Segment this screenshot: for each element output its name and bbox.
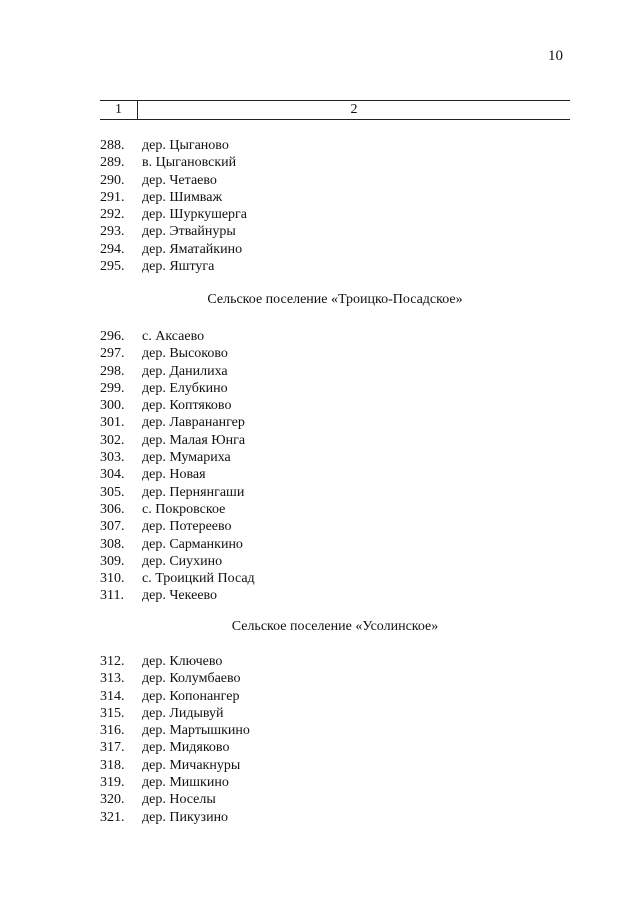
list-item: [100, 739, 570, 756]
settlement-name: дер. Мумариха: [142, 450, 231, 466]
item-number: 320.: [100, 792, 125, 808]
list-item: [100, 345, 570, 362]
settlement-list-3: [100, 653, 570, 826]
settlement-name: дер. Сарманкино: [142, 536, 243, 552]
table-column-header: [100, 100, 570, 120]
item-number: 298.: [100, 363, 125, 379]
settlement-name: дер. Пикузино: [142, 809, 229, 825]
list-item: [100, 484, 570, 501]
list-item: [100, 688, 570, 705]
item-number: 300.: [100, 398, 125, 414]
settlement-name: дер. Мишкино: [142, 775, 229, 791]
list-item: [100, 154, 570, 171]
list-item: [100, 258, 570, 275]
settlement-name: дер. Новая: [142, 467, 206, 483]
settlement-name: дер. Данилиха: [142, 363, 228, 379]
list-item: [100, 518, 570, 535]
list-item: [100, 536, 570, 553]
list-item: [100, 570, 570, 587]
settlement-name: дер. Яштуга: [142, 259, 215, 275]
list-item: [100, 774, 570, 791]
settlement-name: с. Аксаево: [142, 329, 205, 344]
item-number: 291.: [100, 189, 125, 205]
list-item: [100, 414, 570, 431]
item-number: 313.: [100, 671, 125, 687]
settlement-name: дер. Лидывуй: [142, 705, 224, 721]
item-number: 310.: [100, 571, 125, 587]
item-number: 306.: [100, 501, 125, 517]
list-item: [100, 328, 570, 345]
item-number: 316.: [100, 723, 125, 739]
list-item: [100, 791, 570, 808]
list-item: [100, 223, 570, 240]
item-number: 292.: [100, 207, 125, 223]
settlement-name: дер. Мартышкино: [142, 723, 250, 739]
item-number: 288.: [100, 138, 125, 153]
list-item: [100, 722, 570, 739]
settlement-name: дер. Копонангер: [142, 688, 240, 704]
item-number: 318.: [100, 757, 125, 773]
item-number: 301.: [100, 415, 125, 431]
settlement-name: дер. Чекеево: [142, 588, 218, 604]
item-number: 312.: [100, 654, 125, 669]
list-item: [100, 449, 570, 466]
settlement-name: дер. Елубкино: [142, 380, 228, 396]
item-number: 314.: [100, 688, 125, 704]
item-number: 295.: [100, 259, 125, 275]
item-number: 304.: [100, 467, 125, 483]
settlement-name: дер. Этвайнуры: [142, 224, 236, 240]
settlement-name: дер. Лавранангер: [142, 415, 245, 431]
item-number: 321.: [100, 809, 125, 825]
settlement-name: дер. Малая Юнга: [142, 432, 246, 448]
list-item: [100, 705, 570, 722]
settlement-name: дер. Четаево: [142, 172, 217, 188]
list-item: [100, 501, 570, 518]
item-number: 290.: [100, 172, 125, 188]
settlement-name: дер. Высоково: [142, 346, 228, 362]
settlement-name: дер. Мичакнуры: [142, 757, 241, 773]
list-item: [100, 189, 570, 206]
settlement-name: дер. Мидяково: [142, 740, 230, 756]
list-item: [100, 363, 570, 380]
item-number: 302.: [100, 432, 125, 448]
item-number: 296.: [100, 329, 125, 344]
item-number: 303.: [100, 450, 125, 466]
list-item: [100, 757, 570, 774]
list-item: [100, 809, 570, 826]
settlement-name: дер. Цыганово: [142, 138, 229, 153]
list-item: [100, 380, 570, 397]
list-item: [100, 206, 570, 223]
item-number: 299.: [100, 380, 125, 396]
list-item: [100, 397, 570, 414]
section-title-troitsko-posadskoe: Сельское поселение «Троицко-Посадское»: [207, 292, 463, 307]
settlement-name: дер. Шуркушерга: [142, 207, 248, 223]
list-item: [100, 172, 570, 189]
section-title-usolinskoe: Сельское поселение «Усолинское»: [231, 619, 439, 634]
item-number: 315.: [100, 705, 125, 721]
settlement-name: дер. Сиухино: [142, 553, 223, 569]
item-number: 307.: [100, 519, 125, 535]
settlement-name: дер. Носелы: [142, 792, 216, 808]
settlement-name: дер. Потереево: [142, 519, 232, 535]
item-number: 317.: [100, 740, 125, 756]
settlement-name: с. Покровское: [142, 501, 226, 517]
settlement-name: дер. Пернянгаши: [142, 484, 245, 500]
settlement-name: дер. Ключево: [142, 654, 223, 669]
list-item: [100, 241, 570, 258]
list-item: [100, 670, 570, 687]
item-number: 305.: [100, 484, 125, 500]
settlement-name: с. Троицкий Посад: [142, 571, 255, 587]
settlement-name: в. Цыгановский: [142, 155, 237, 171]
column-number-1: 1: [100, 101, 138, 119]
settlement-list-2: [100, 328, 570, 605]
list-item: [100, 137, 570, 154]
list-item: [100, 587, 570, 604]
item-number: 308.: [100, 536, 125, 552]
item-number: 319.: [100, 775, 125, 791]
item-number: 293.: [100, 224, 125, 240]
settlement-name: дер. Яматайкино: [142, 241, 243, 257]
list-item: [100, 432, 570, 449]
settlement-name: дер. Коптяково: [142, 398, 232, 414]
item-number: 311.: [100, 588, 124, 604]
item-number: 289.: [100, 155, 125, 171]
item-number: 294.: [100, 241, 125, 257]
settlement-name: дер. Шимваж: [142, 189, 223, 205]
settlement-list-1: [100, 137, 570, 275]
page-number: 10: [548, 48, 563, 64]
list-item: [100, 466, 570, 483]
list-item: [100, 553, 570, 570]
settlement-name: дер. Колумбаево: [142, 671, 241, 687]
item-number: 309.: [100, 553, 125, 569]
list-item: [100, 653, 570, 670]
item-number: 297.: [100, 346, 125, 362]
column-number-2: 2: [350, 102, 358, 117]
